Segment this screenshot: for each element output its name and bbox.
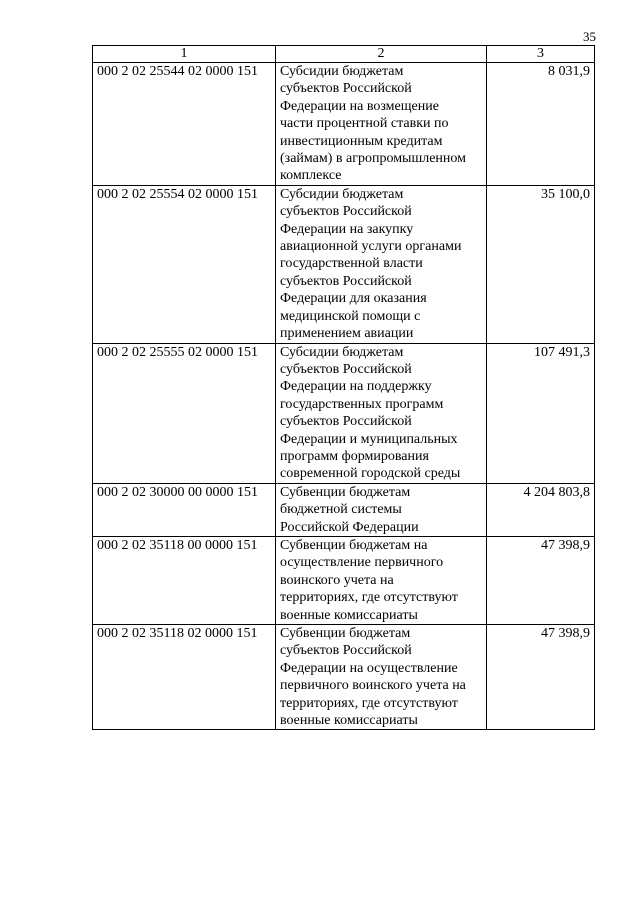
budget-code-cell: 000 2 02 35118 02 0000 151 (93, 625, 276, 730)
budget-code-cell: 000 2 02 25544 02 0000 151 (93, 63, 276, 186)
budget-code-cell: 000 2 02 25555 02 0000 151 (93, 343, 276, 483)
table-row (93, 63, 595, 186)
amount-cell: 8 031,9 (487, 63, 595, 186)
description-line: территориях, где отсутствуют (280, 695, 458, 711)
description-line: Федерации на возмещение (280, 98, 439, 114)
description-line: Федерации и муниципальных (280, 431, 458, 447)
table-row (93, 483, 595, 536)
description-line: военные комиссариаты (280, 713, 418, 729)
amount-cell: 35 100,0 (487, 185, 595, 343)
description-line: Субсидии бюджетам (280, 344, 404, 360)
budget-code-cell: 000 2 02 35118 00 0000 151 (93, 536, 276, 624)
description-line: части процентной ставки по (280, 116, 449, 132)
description-line: воинского учета на (280, 572, 394, 588)
description-line: применением авиации (280, 326, 414, 342)
description-line: Федерации на закупку (280, 221, 414, 237)
table-row (93, 625, 595, 730)
description-line: субъектов Российской (280, 81, 412, 97)
amount-cell: 47 398,9 (487, 536, 595, 624)
description-line: военные комиссариаты (280, 607, 418, 623)
column-header-code: 1 (93, 46, 276, 63)
description-line: субъектов Российской (280, 273, 412, 289)
table-row (93, 185, 595, 343)
amount-cell: 47 398,9 (487, 625, 595, 730)
column-header-amount: 3 (487, 46, 595, 63)
description-line: инвестиционным кредитам (280, 133, 443, 149)
table-row (93, 343, 595, 483)
description-line: государственных программ (280, 396, 444, 412)
amount-cell: 107 491,3 (487, 343, 595, 483)
description-line: субъектов Российской (280, 204, 412, 220)
description-line: Субвенции бюджетам (280, 484, 411, 500)
table-body (93, 63, 595, 730)
page-number: 35 (583, 29, 596, 44)
description-line: Федерации на поддержку (280, 379, 432, 395)
description-line: Субвенции бюджетам на (280, 537, 428, 553)
description-line: осуществление первичного (280, 555, 444, 571)
description-line: территориях, где отсутствуют (280, 590, 458, 606)
description-line: Федерации для оказания (280, 291, 427, 307)
description-line: бюджетной системы (280, 502, 402, 518)
budget-code-cell: 000 2 02 30000 00 0000 151 (93, 483, 276, 536)
description-line: авиационной услуги органами (280, 239, 462, 255)
revenue-description-cell (276, 536, 487, 624)
description-line: (займам) в агропромышленном (280, 151, 467, 167)
description-line: первичного воинского учета на (280, 678, 466, 694)
budget-revenue-table (92, 45, 595, 730)
description-line: медицинской помощи с (280, 308, 421, 324)
revenue-description-cell (276, 483, 487, 536)
table-header-row (93, 46, 595, 63)
description-line: современной городской среды (280, 466, 461, 482)
description-line: субъектов Российской (280, 361, 412, 377)
revenue-description-cell (276, 185, 487, 343)
revenue-description-cell (276, 343, 487, 483)
description-line: Федерации на осуществление (280, 660, 458, 676)
budget-code-cell: 000 2 02 25554 02 0000 151 (93, 185, 276, 343)
description-line: Российской Федерации (280, 519, 419, 535)
amount-cell: 4 204 803,8 (487, 483, 595, 536)
description-line: субъектов Российской (280, 643, 412, 659)
description-line: Субсидии бюджетам (280, 186, 404, 202)
description-line: Субвенции бюджетам (280, 626, 411, 641)
revenue-description-cell (276, 63, 487, 186)
description-line: субъектов Российской (280, 414, 412, 430)
column-header-name: 2 (276, 46, 487, 63)
revenue-description-cell (276, 625, 487, 730)
description-line: комплексе (280, 168, 342, 184)
description-line: государственной власти (280, 256, 423, 272)
description-line: Субсидии бюджетам (280, 64, 404, 79)
table-row (93, 536, 595, 624)
description-line: программ формирования (280, 448, 429, 464)
